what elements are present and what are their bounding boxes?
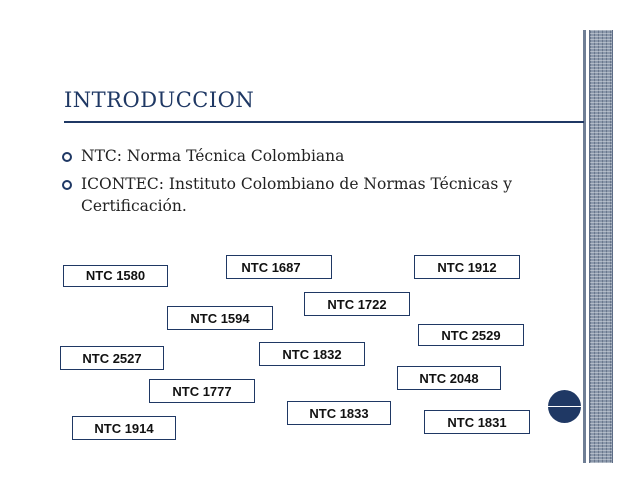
standard-tag: NTC 1580 (63, 265, 168, 287)
standard-tag: NTC 2529 (418, 324, 524, 346)
slide-title: INTRODUCCION (64, 88, 255, 112)
bullet-item (60, 145, 530, 167)
bullet-text: NTC: Norma Técnica Colombiana (81, 147, 345, 165)
standard-tag: NTC 1831 (424, 410, 530, 434)
standard-tag: NTC 1777 (149, 379, 255, 403)
standard-tag: NTC 1832 (259, 342, 365, 366)
standard-tag: NTC 2048 (397, 366, 501, 390)
bullet-text: ICONTEC: Instituto Colombiano de Normas Técnicas y Certificación. (81, 175, 513, 215)
bullet-icon (62, 180, 72, 190)
standard-tag: NTC 2527 (60, 346, 164, 370)
standard-tag: NTC 1594 (167, 306, 273, 330)
standard-tag: NTC 1912 (414, 255, 520, 279)
title-underline (64, 121, 584, 123)
standard-tag: NTC 1687 (226, 255, 332, 279)
decorative-circle-line (548, 406, 581, 407)
bullet-list (60, 145, 530, 223)
standard-tag: NTC 1722 (304, 292, 410, 316)
bullet-icon (62, 152, 72, 162)
standard-tag: NTC 1914 (72, 416, 176, 440)
decorative-band (589, 30, 613, 463)
bullet-item (60, 173, 530, 217)
decorative-band-line (583, 30, 586, 463)
standard-tag: NTC 1833 (287, 401, 391, 425)
